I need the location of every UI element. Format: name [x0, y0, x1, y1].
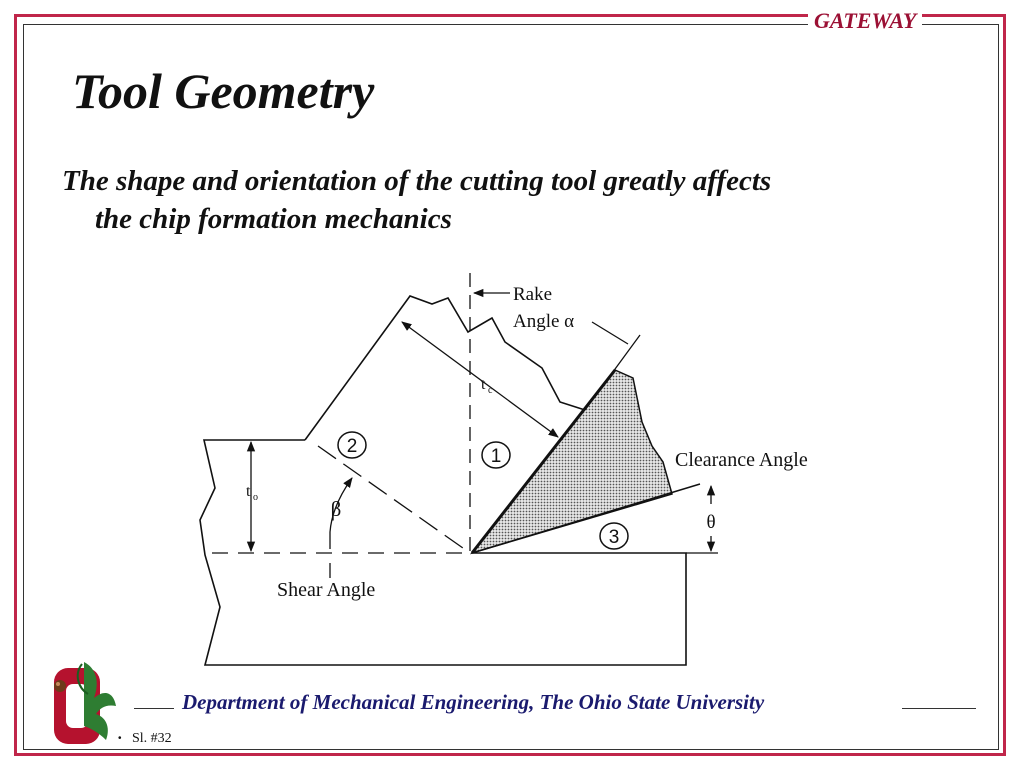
clearance-angle-label: Clearance Angle [675, 449, 808, 471]
slide-title: Tool Geometry [72, 63, 375, 119]
chip-thickness-arrow [402, 322, 558, 437]
shear-angle-symbol: β [330, 497, 342, 521]
footer-rule-right [902, 708, 976, 709]
shear-angle-label: Shear Angle [277, 579, 376, 601]
uncut-thickness-subscript: o [253, 492, 258, 503]
chip-thickness-subscript: c [488, 385, 493, 396]
chip-thickness-label: t [481, 376, 486, 393]
ohio-state-logo-icon [44, 654, 118, 750]
slide-number: Sl. #32 [132, 731, 172, 746]
rake-label-line-1: Rake [513, 284, 553, 305]
marker-2: 2 [346, 436, 358, 457]
marker-1: 1 [490, 446, 502, 467]
uncut-thickness-label: t [246, 483, 251, 500]
gateway-brand: GATEWAY [808, 8, 922, 34]
footer-department: Department of Mechanical Engineering, The Ohio State University [182, 690, 765, 714]
rake-label-line-2: Angle α [513, 311, 575, 332]
marker-3: 3 [608, 527, 620, 548]
footer-rule-left [134, 708, 174, 709]
clearance-angle-symbol: θ [706, 512, 716, 533]
rake-angle-leader [592, 322, 628, 344]
footer-bullet: • [118, 733, 122, 744]
subtitle-line-1: The shape and orientation of the cutting tool greatly affects [62, 165, 772, 197]
subtitle-line-2: the chip formation mechanics [95, 203, 452, 235]
